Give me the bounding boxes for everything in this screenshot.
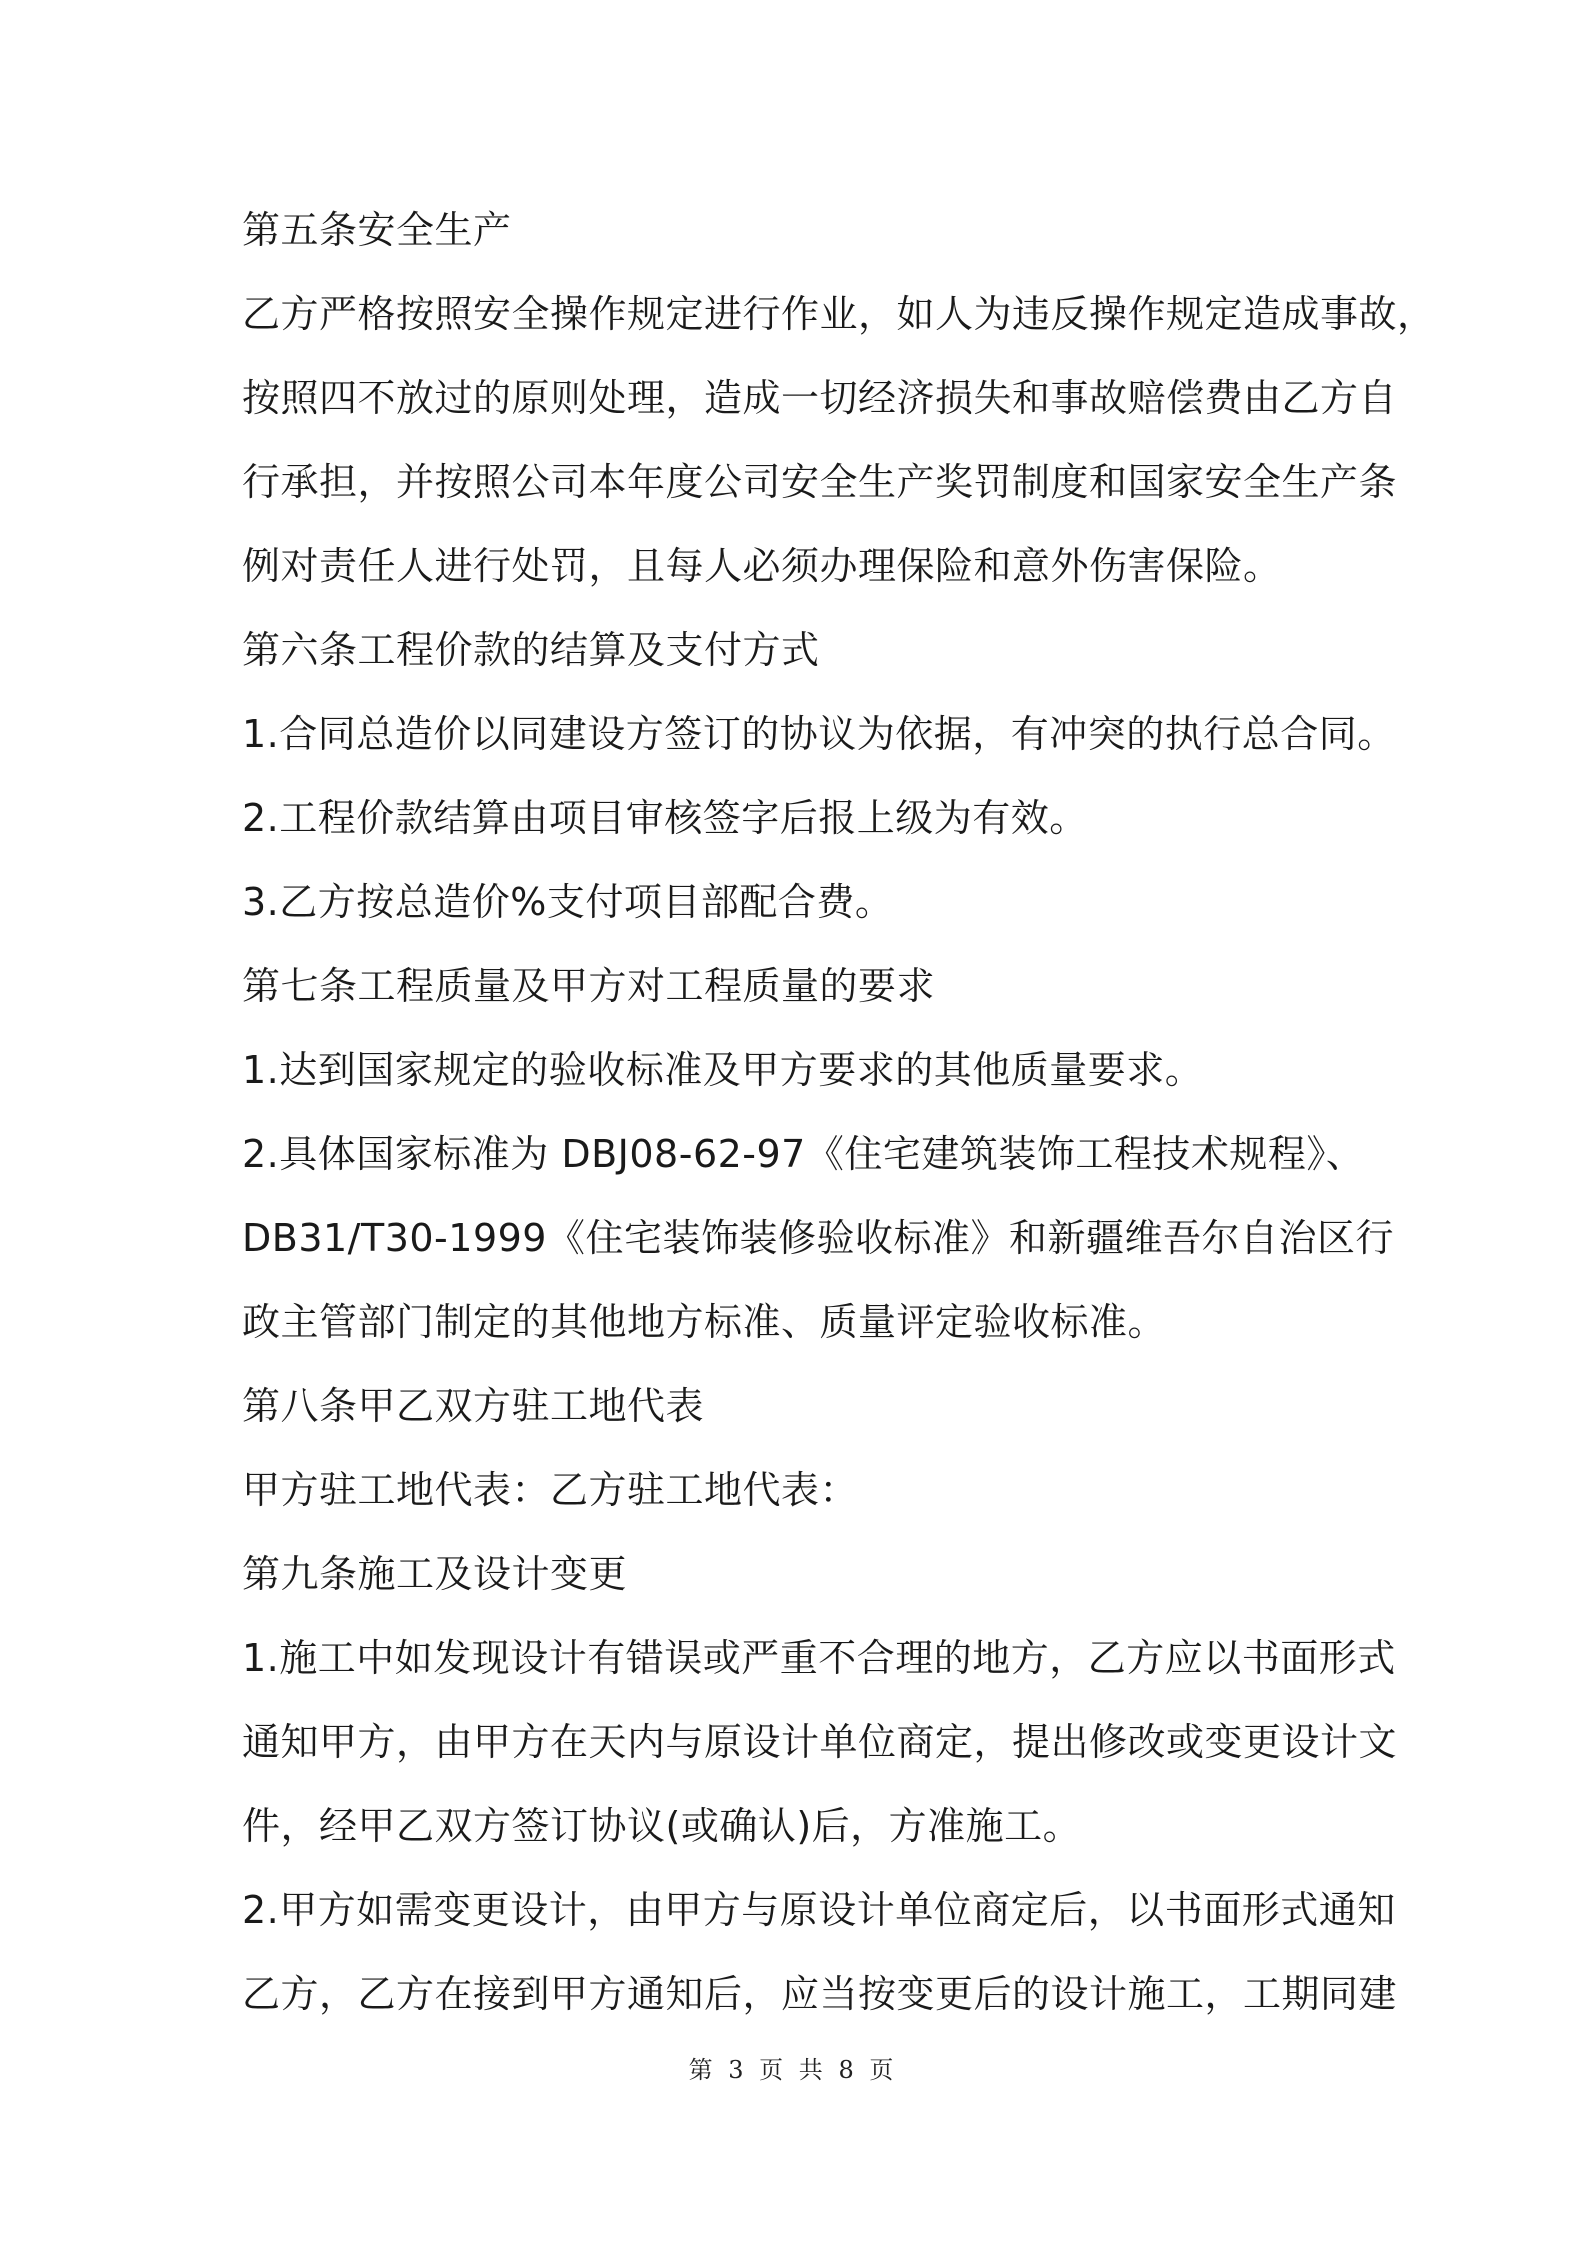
paragraph-line: DB31/T30-1999《住宅装饰装修验收标准》和新疆维吾尔自治区行: [242, 1216, 1394, 1260]
paragraph-line: 3.乙方按总造价%支付项目部配合费。: [242, 880, 894, 924]
paragraph-line: 1.施工中如发现设计有错误或严重不合理的地方，乙方应以书面形式: [242, 1636, 1396, 1680]
document-body: [242, 188, 1436, 2036]
paragraph-line: 按照四不放过的原则处理，造成一切经济损失和事故赔偿费由乙方自: [242, 376, 1398, 420]
section-heading-8: 第八条甲乙双方驻工地代表: [242, 1384, 705, 1428]
paragraph-line: 2.工程价款结算由项目审核签字后报上级为有效。: [242, 796, 1088, 840]
paragraph-line: 甲方驻工地代表：乙方驻工地代表：: [242, 1468, 859, 1512]
section-heading-6: 第六条工程价款的结算及支付方式: [242, 628, 820, 672]
paragraph-line: 乙方严格按照安全操作规定进行作业，如人为违反操作规定造成事故，: [242, 292, 1436, 336]
paragraph-line: 乙方，乙方在接到甲方通知后，应当按变更后的设计施工，工期同建: [242, 1972, 1398, 2016]
paragraph-line: 1.合同总造价以同建设方签订的协议为依据，有冲突的执行总合同。: [242, 712, 1396, 756]
section-heading-7: 第七条工程质量及甲方对工程质量的要求: [242, 964, 936, 1008]
page-footer: 第 3 页 共 8 页: [688, 2056, 898, 2084]
paragraph-line: 通知甲方，由甲方在天内与原设计单位商定，提出修改或变更设计文: [242, 1720, 1398, 1764]
paragraph-line: 行承担，并按照公司本年度公司安全生产奖罚制度和国家安全生产条: [242, 460, 1398, 504]
paragraph-line: 件，经甲乙双方签订协议(或确认)后，方准施工。: [242, 1804, 1082, 1848]
section-heading-9: 第九条施工及设计变更: [242, 1552, 628, 1596]
paragraph-line: 2.具体国家标准为 DBJ08-62-97《住宅建筑装饰工程技术规程》、: [242, 1132, 1365, 1176]
paragraph-line: 1.达到国家规定的验收标准及甲方要求的其他质量要求。: [242, 1048, 1204, 1092]
paragraph-line: 例对责任人进行处罚，且每人必须办理保险和意外伤害保险。: [242, 544, 1282, 588]
paragraph-line: 2.甲方如需变更设计，由甲方与原设计单位商定后，以书面形式通知: [242, 1888, 1396, 1932]
section-heading-5: 第五条安全生产: [242, 208, 512, 252]
paragraph-line: 政主管部门制定的其他地方标准、质量评定验收标准。: [242, 1300, 1167, 1344]
